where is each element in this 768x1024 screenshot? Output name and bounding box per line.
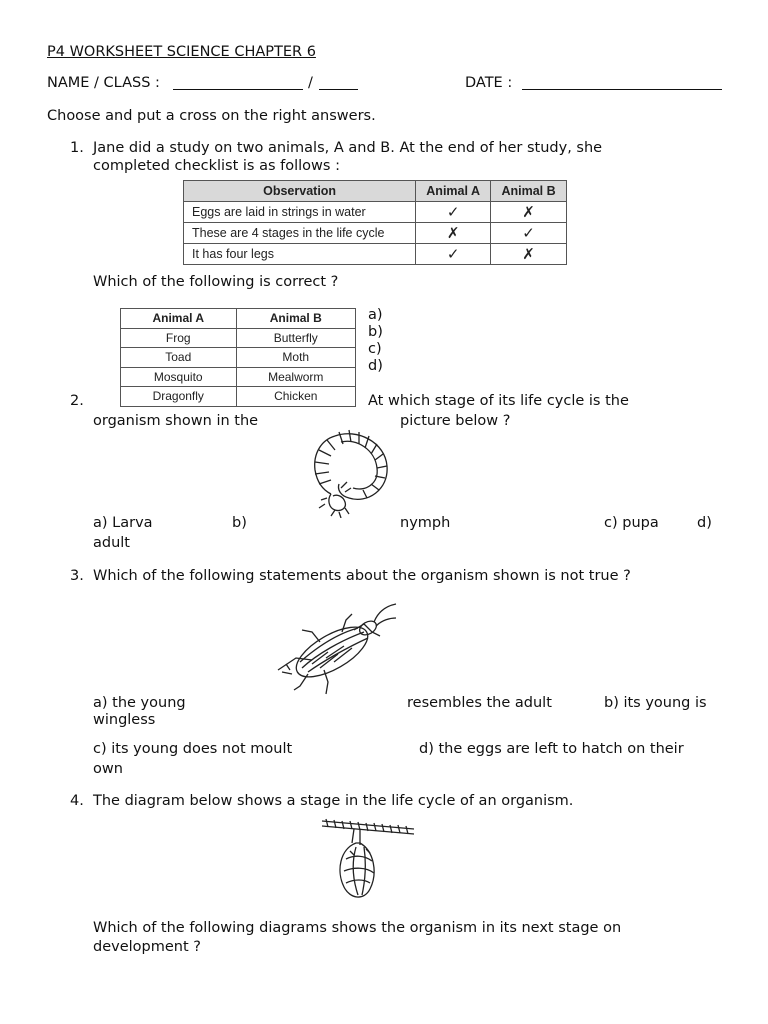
date-label: DATE : xyxy=(465,75,513,91)
options-cell: Mosquito xyxy=(121,367,237,387)
table-row xyxy=(121,348,356,368)
q3-option-b-part2: wingless xyxy=(93,712,156,728)
q2-option-b[interactable]: b) xyxy=(232,515,247,531)
table-row xyxy=(121,367,356,387)
q1-line2: completed checklist is as follows : xyxy=(93,158,340,174)
checklist-cell: Eggs are laid in strings in water xyxy=(184,202,416,223)
checklist-header-animal-b: Animal B xyxy=(491,181,567,202)
q3-option-a-part2: resembles the adult xyxy=(407,695,552,711)
cross-mark-icon: ✗ xyxy=(491,202,567,223)
worksheet-title: P4 WORKSHEET SCIENCE CHAPTER 6 xyxy=(47,44,316,60)
name-class-slash: / xyxy=(308,75,313,91)
q4-question-line1: Which of the following diagrams shows the organism in its next stage on xyxy=(93,920,622,936)
q1-option-c[interactable]: c) xyxy=(368,341,382,357)
options-header-animal-b: Animal B xyxy=(236,309,356,329)
q3-option-d-part1[interactable]: d) the eggs are left to hatch on their xyxy=(419,741,684,757)
q1-option-a[interactable]: a) xyxy=(368,307,383,323)
options-cell: Chicken xyxy=(236,387,356,407)
table-row xyxy=(184,202,567,223)
q3-number: 3. xyxy=(70,568,84,584)
q1-number: 1. xyxy=(70,140,84,156)
q2-text-part3: picture below ? xyxy=(400,413,511,429)
q3-option-a-part1[interactable]: a) the young xyxy=(93,695,186,711)
checklist-table xyxy=(183,180,567,265)
date-blank[interactable] xyxy=(522,76,722,90)
check-mark-icon: ✓ xyxy=(491,223,567,244)
table-row xyxy=(121,328,356,348)
name-blank[interactable] xyxy=(173,76,303,90)
cross-mark-icon: ✗ xyxy=(491,244,567,265)
q1-option-d[interactable]: d) xyxy=(368,358,383,374)
q2-option-d-text: adult xyxy=(93,535,130,551)
options-cell: Mealworm xyxy=(236,367,356,387)
table-row xyxy=(121,387,356,407)
options-header-row xyxy=(121,309,356,329)
options-cell: Moth xyxy=(236,348,356,368)
class-blank[interactable] xyxy=(319,76,358,90)
checklist-cell: These are 4 stages in the life cycle xyxy=(184,223,416,244)
q3-option-b-part1[interactable]: b) its young is xyxy=(604,695,707,711)
options-cell: Dragonfly xyxy=(121,387,237,407)
table-row xyxy=(184,244,567,265)
q2-text-part2: organism shown in the xyxy=(93,413,259,429)
checklist-header-animal-a: Animal A xyxy=(416,181,491,202)
instruction: Choose and put a cross on the right answers. xyxy=(47,108,376,124)
check-mark-icon: ✓ xyxy=(416,202,491,223)
q1-line1: Jane did a study on two animals, A and B. At the end of her study, she xyxy=(93,140,603,156)
q4-number: 4. xyxy=(70,793,84,809)
check-mark-icon: ✓ xyxy=(416,244,491,265)
q1-question: Which of the following is correct ? xyxy=(93,274,339,290)
q3-option-c[interactable]: c) its young does not moult xyxy=(93,741,293,757)
table-row xyxy=(184,223,567,244)
options-cell: Butterfly xyxy=(236,328,356,348)
q3-option-d-part2: own xyxy=(93,761,123,777)
cockroach-icon xyxy=(272,602,397,698)
checklist-header-observation: Observation xyxy=(184,181,416,202)
options-table xyxy=(120,308,356,407)
larva-icon xyxy=(305,428,393,518)
q2-option-a[interactable]: a) Larva xyxy=(93,515,153,531)
chrysalis-icon xyxy=(320,815,416,907)
q4-text: The diagram below shows a stage in the life cycle of an organism. xyxy=(93,793,574,809)
options-cell: Frog xyxy=(121,328,237,348)
q1-option-b[interactable]: b) xyxy=(368,324,383,340)
checklist-cell: It has four legs xyxy=(184,244,416,265)
q2-option-d[interactable]: d) xyxy=(697,515,712,531)
name-class-label: NAME / CLASS : xyxy=(47,75,160,91)
options-header-animal-a: Animal A xyxy=(121,309,237,329)
options-cell: Toad xyxy=(121,348,237,368)
q3-text: Which of the following statements about the organism shown is not true ? xyxy=(93,568,631,584)
q2-option-c[interactable]: c) pupa xyxy=(604,515,659,531)
q2-number: 2. xyxy=(70,393,84,409)
cross-mark-icon: ✗ xyxy=(416,223,491,244)
q2-option-b-text: nymph xyxy=(400,515,451,531)
checklist-header-row xyxy=(184,181,567,202)
q4-question-line2: development ? xyxy=(93,939,201,955)
q2-text-part1: At which stage of its life cycle is the xyxy=(368,393,629,409)
